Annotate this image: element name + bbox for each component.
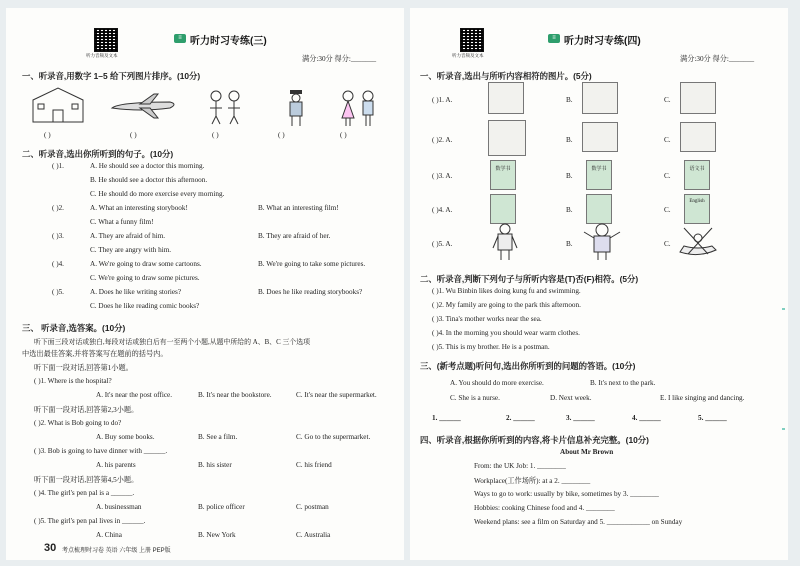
sec3-q4[interactable]: ( )4. The girl's pen pal is a ______. [34, 489, 135, 497]
sec2-q1-c: C. He should do more exercise every morning. [90, 190, 225, 198]
r-sec2-q4[interactable]: ( )4. In the morning you should wear warm clothes. [432, 329, 580, 337]
sec1-blank-1[interactable]: ( ) [44, 131, 51, 139]
r-sec1-q2-b: B. [566, 136, 573, 144]
qr-code-left [94, 28, 118, 52]
sec3-q5-a: A. China [96, 531, 122, 539]
sec3-dialog-1: 听下面一段对话,回答第1小题。 [34, 364, 133, 372]
right-page [410, 8, 788, 560]
math-book-b-picture[interactable] [586, 160, 612, 190]
r-sec3-opt-d: D. Next week. [550, 394, 592, 402]
r-sec1-q5-b: B. [566, 240, 573, 248]
sec3-q4-b: B. police officer [198, 503, 245, 511]
sec3-intro-1: 听下面三段对话或独白,每段对话或独白后有一至两个小题,从题中所给的 A、B、C 三个选项 [34, 339, 311, 346]
sec2-q3-c: C. They are angry with him. [90, 246, 172, 254]
sec3-q2-a: A. Buy some books. [96, 433, 155, 441]
left-page-number: 30 [44, 542, 57, 554]
sec2-q4-b: B. We're going to take some pictures. [258, 260, 366, 268]
sec3-dialog-3: 听下面一段对话,回答第4,5小题。 [34, 476, 139, 484]
r-sec3-blank-4[interactable]: 4. ______ [632, 414, 661, 422]
chinese-book-label: 语文书 [689, 167, 705, 172]
qr-caption-right: 听力音频及文本 [452, 53, 484, 58]
sec2-q1-num[interactable]: ( )1. [52, 162, 64, 170]
sec2-q5-c: C. Does he like reading comic books? [90, 302, 200, 310]
sec2-q3-a: A. They are afraid of him. [90, 232, 166, 240]
r-sec1-q3-b: B. [566, 172, 573, 180]
sec3-q3-c: C. his friend [296, 461, 332, 469]
r-sec1-q2-num[interactable]: ( )2. A. [432, 136, 453, 144]
left-page [6, 8, 404, 560]
card-line-4[interactable]: Hobbies: cooking Chinese food and 4. ________ [474, 504, 615, 512]
r-sec1-q4-b: B. [566, 206, 573, 214]
building-picture[interactable] [582, 82, 618, 114]
math-book-a-label: 数学书 [495, 167, 511, 172]
school-gate-picture[interactable] [488, 82, 524, 114]
math-book-b-label: 数学书 [591, 167, 607, 172]
sec2-q4-num[interactable]: ( )4. [52, 260, 64, 268]
book-a-picture[interactable] [490, 194, 516, 224]
sec3-q1-a: A. It's near the post office. [96, 391, 173, 399]
right-sec2-heading: 二、听录音,判断下列句子与所听内容是(T)否(F)相符。(5分) [420, 274, 639, 284]
r-sec2-q5[interactable]: ( )5. This is my brother. He is a postman. [432, 343, 550, 351]
sec3-intro-2: 中选出最佳答案,并将答案写在题前的括号内。 [22, 350, 168, 358]
sec1-blank-4[interactable]: ( ) [278, 131, 285, 139]
right-score: 满分:30分 得分:_______ [680, 55, 755, 63]
side-mark-2 [782, 428, 785, 430]
sec2-q5-a: A. Does he like writing stories? [90, 288, 182, 296]
school-building-picture [28, 84, 88, 124]
r-sec1-q3-c: C. [664, 172, 671, 180]
english-book-picture[interactable] [684, 194, 710, 224]
r-sec2-q1[interactable]: ( )1. Wu Binbin likes doing kung fu and swimming. [432, 287, 581, 295]
r-sec1-q5-c: C. [664, 240, 671, 248]
card-line-5[interactable]: Weekend plans: see a film on Saturday and 5. ____________ on Sunday [474, 518, 683, 526]
r-sec3-opt-e: E. I like singing and dancing. [660, 394, 745, 402]
r-sec1-q1-c: C. [664, 96, 671, 104]
sec3-q3-a: A. his parents [96, 461, 136, 469]
title-logo-icon: ≡ [174, 34, 186, 43]
sec3-q1-b: B. It's near the bookstore. [198, 391, 272, 399]
left-title: 听力时习专练(三) [190, 36, 267, 47]
r-sec3-opt-a: A. You should do more exercise. [450, 379, 544, 387]
r-sec1-q5-num[interactable]: ( )5. A. [432, 240, 453, 248]
english-book-label: English [689, 199, 705, 204]
right-sec1-heading: 一、听录音,选出与所听内容相符的图片。(5分) [420, 71, 592, 81]
sec2-q2-b: B. What an interesting film! [258, 204, 339, 212]
title-logo-icon-right: ≡ [548, 34, 560, 43]
boat-picture[interactable] [678, 224, 718, 260]
sec3-q2-b: B. See a film. [198, 433, 238, 441]
r-sec1-q3-num[interactable]: ( )3. A. [432, 172, 453, 180]
r-sec3-blank-2[interactable]: 2. ______ [506, 414, 535, 422]
r-sec2-q3[interactable]: ( )3. Tina's mother works near the sea. [432, 315, 542, 323]
girl-and-boy-picture [336, 88, 380, 128]
sec2-q1-b: B. He should see a doctor this afternoon. [90, 176, 208, 184]
police-officer-picture [284, 88, 308, 128]
sec3-q5-b: B. New York [198, 531, 236, 539]
card-line-1[interactable]: From: the UK Job: 1. ________ [474, 462, 566, 470]
sec2-q5-num[interactable]: ( )5. [52, 288, 64, 296]
sec3-q4-c: C. postman [296, 503, 329, 511]
man-picture[interactable] [490, 222, 520, 262]
sec3-q5[interactable]: ( )5. The girl's pen pal lives in ______. [34, 517, 146, 525]
two-children-picture [206, 88, 246, 126]
sec3-q1[interactable]: ( )1. Where is the hospital? [34, 377, 112, 385]
sec2-q4-a: A. We're going to draw some cartoons. [90, 260, 202, 268]
sec2-q3-num[interactable]: ( )3. [52, 232, 64, 240]
sec3-q2-c: C. Go to the supermarket. [296, 433, 371, 441]
left-sec2-heading: 二、听录音,选出你所听到的句子。(10分) [22, 149, 174, 159]
tv-picture[interactable] [582, 122, 618, 152]
book-b-picture[interactable] [586, 194, 612, 224]
r-sec3-blank-3[interactable]: 3. ______ [566, 414, 595, 422]
airplane-picture [110, 92, 180, 120]
sec2-q2-num[interactable]: ( )2. [52, 204, 64, 212]
r-sec1-q4-c: C. [664, 206, 671, 214]
r-sec3-opt-b: B. It's next to the park. [590, 379, 656, 387]
math-book-a-picture[interactable] [490, 160, 516, 190]
sec3-q5-c: C. Australia [296, 531, 331, 539]
left-score: 满分:30分 得分:_______ [302, 55, 377, 63]
right-title: 听力时习专练(四) [564, 36, 641, 47]
sec2-q1-a: A. He should see a doctor this morning. [90, 162, 205, 170]
chinese-book-picture[interactable] [684, 160, 710, 190]
left-sec1-heading: 一、听录音,用数字 1–5 给下列图片排序。(10分) [22, 71, 201, 81]
right-sec4-heading: 四、听录音,根据你所听到的内容,将卡片信息补充完整。(10分) [420, 435, 649, 445]
scientist-picture[interactable] [582, 222, 622, 262]
r-sec1-q1-num[interactable]: ( )1. A. [432, 96, 453, 104]
sec3-q2[interactable]: ( )2. What is Bob going to do? [34, 419, 122, 427]
qr-caption-left: 听力音频及文本 [86, 53, 118, 58]
computer-picture[interactable] [680, 122, 716, 152]
sec3-q3[interactable]: ( )3. Bob is going to have dinner with ______. [34, 447, 168, 455]
side-mark [782, 308, 785, 310]
sec2-q5-b: B. Does he like reading storybooks? [258, 288, 363, 296]
sec1-blank-5[interactable]: ( ) [340, 131, 347, 139]
family-picture[interactable] [488, 120, 526, 156]
r-sec2-q2[interactable]: ( )2. My family are going to the park this afternoon. [432, 301, 581, 309]
right-sec3-heading: 三、(新考点题)听问句,选出你所听到的问题的答语。(10分) [420, 361, 636, 371]
sec3-q1-c: C. It's near the supermarket. [296, 391, 377, 399]
sec2-q2-c: C. What a funny film! [90, 218, 154, 226]
qr-code-right [460, 28, 484, 52]
r-sec3-opt-c: C. She is a nurse. [450, 394, 500, 402]
sec3-q3-b: B. his sister [198, 461, 232, 469]
sec3-q4-a: A. businessman [96, 503, 142, 511]
sec1-blank-3[interactable]: ( ) [212, 131, 219, 139]
r-sec1-q4-num[interactable]: ( )4. A. [432, 206, 453, 214]
left-footer-text: 考点梳理时习卷 英语 六年级 上册 PEP版 [62, 548, 171, 554]
card-line-3[interactable]: Ways to go to work: usually by bike, sometimes by 3. ________ [474, 490, 659, 498]
hospital-picture[interactable] [680, 82, 716, 114]
sec3-dialog-2: 听下面一段对话,回答第2,3小题。 [34, 406, 139, 414]
r-sec3-blank-1[interactable]: 1. ______ [432, 414, 461, 422]
sec1-blank-2[interactable]: ( ) [130, 131, 137, 139]
r-sec3-blank-5[interactable]: 5. ______ [698, 414, 727, 422]
sec2-q4-c: C. We're going to draw some pictures. [90, 274, 200, 282]
sec2-q3-b: B. They are afraid of her. [258, 232, 331, 240]
r-sec1-q2-c: C. [664, 136, 671, 144]
card-line-2[interactable]: Workplace(工作场所): at a 2. ________ [474, 477, 591, 485]
card-title: About Mr Brown [560, 448, 614, 456]
r-sec1-q1-b: B. [566, 96, 573, 104]
sec2-q2-a: A. What an interesting storybook! [90, 204, 188, 212]
left-sec3-heading: 三、 听录音,选答案。(10分) [22, 323, 126, 333]
